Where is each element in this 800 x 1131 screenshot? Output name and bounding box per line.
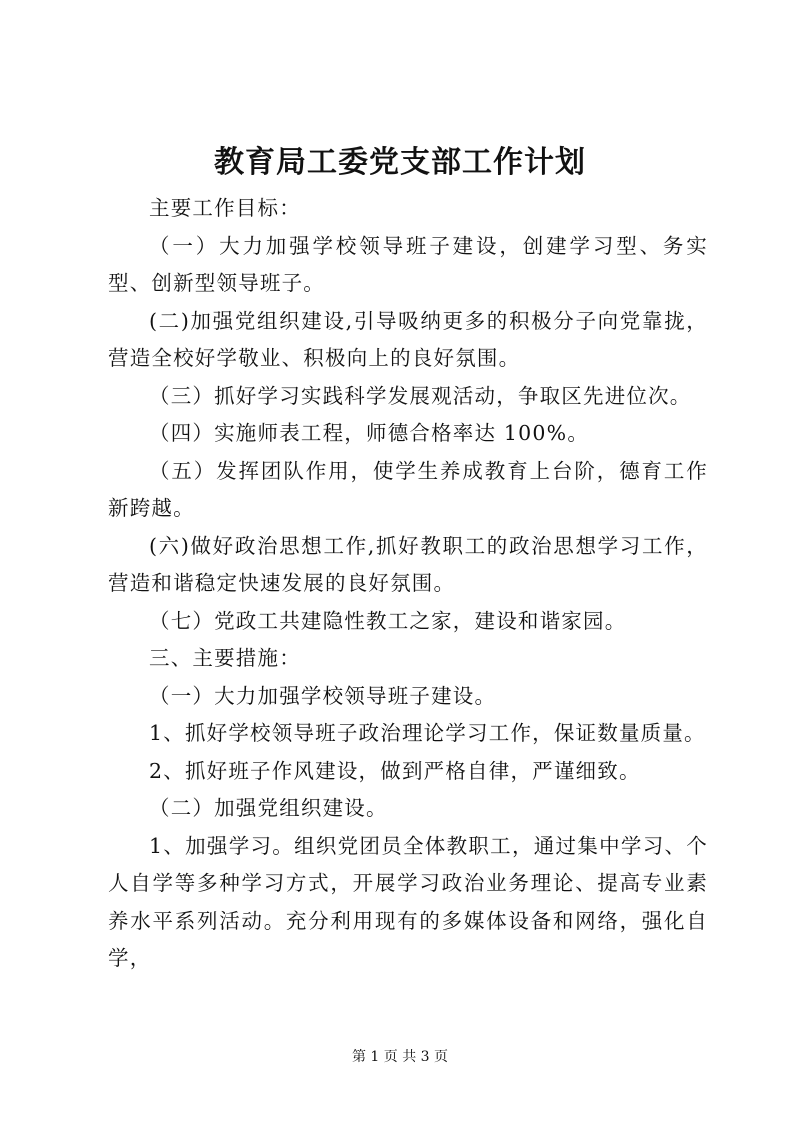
paragraph-goal-1: （一）大力加强学校领导班子建设，创建学习型、务实型、创新型领导班子。 — [108, 233, 708, 295]
paragraph-goal-5: （五）发挥团队作用，使学生养成教育上台阶，德育工作新跨越。 — [108, 458, 708, 520]
paragraph-measure-1-item-2: 2、抓好班子作风建设，做到严格自律，严谨细致。 — [149, 758, 641, 783]
document-title: 教育局工委党支部工作计划 — [214, 145, 586, 180]
paragraph-measure-1: （一）大力加强学校领导班子建设。 — [149, 683, 497, 708]
paragraph-goal-3: （三）抓好学习实践科学发展观活动，争取区先进位次。 — [149, 383, 692, 408]
page-footer: 第 1 页 共 3 页 — [351, 1049, 449, 1065]
paragraph-goal-2: (二)加强党组织建设,引导吸纳更多的积极分子向党靠拢，营造全校好学敬业、积极向上的良好氛围。 — [108, 308, 708, 370]
document-body — [108, 190, 708, 978]
paragraph-measures-heading: 三、主要措施： — [149, 646, 301, 670]
paragraph-goal-6: (六)做好政治思想工作,抓好教职工的政治思想学习工作，营造和谐稳定快速发展的良好氛围。 — [108, 533, 708, 595]
paragraph-main-goals-heading: 主要工作目标： — [149, 196, 301, 220]
paragraph-measure-2: （二）加强党组织建设。 — [149, 796, 388, 820]
paragraph-goal-4: （四）实施师表工程，师德合格率达 100%。 — [149, 421, 590, 445]
paragraph-goal-7: （七）党政工共建隐性教工之家，建设和谐家园。 — [149, 608, 627, 633]
paragraph-measure-1-item-1: 1、抓好学校领导班子政治理论学习工作，保证数量质量。 — [149, 721, 706, 745]
paragraph-measure-2-item-1: 1、加强学习。组织党团员全体教职工，通过集中学习、个人自学等多种学习方式，开展学习政治业务理论、提高专业素养水平系列活动。充分利用现有的多媒体设备和网络，强化自学， — [108, 833, 708, 970]
